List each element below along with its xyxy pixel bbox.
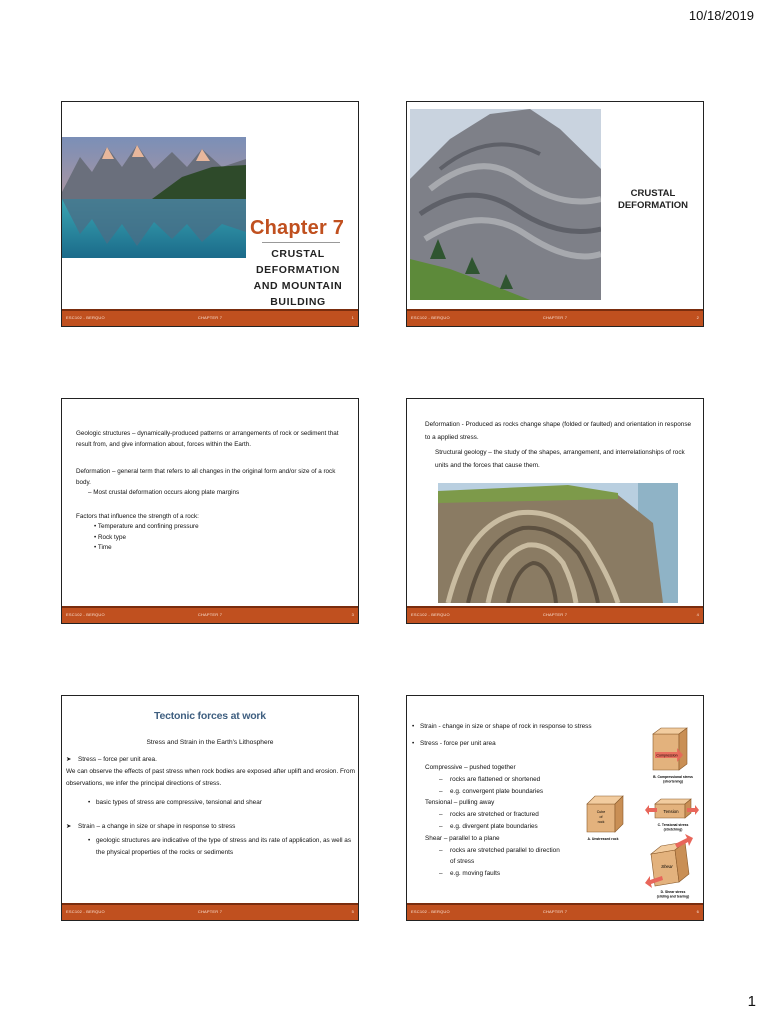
title-underline [262, 242, 340, 243]
slide-footer: ESC102 - BERQUO CHAPTER 7 3 [62, 606, 358, 623]
print-date: 10/18/2019 [688, 8, 754, 23]
folded-strata-cliff-photo [438, 483, 678, 603]
structural-geology-definition: Structural geology – the study of the shapes, arrangement, and interrelationships of rock units and the forces that cause them. [435, 449, 685, 469]
slide-5-body: ➤ Stress – force per unit area. We can observe the effects of past stress when rock bodies are exposed after uplift and erosion. From observations, we infer the principal directions of stress. • basic types of stress are compressive, tensional and shear ➤ Strain – a change in size or shape in response to stress • geologic structures are indicative of the type of stress and its rate of application, as well as the physical properties of the rocks or sediments [66, 754, 356, 859]
svg-text:rock: rock [597, 820, 605, 824]
shear-cube [645, 834, 693, 899]
svg-text:C. Tensional stress: C. Tensional stress [657, 823, 689, 827]
svg-text:(sliding and tearing): (sliding and tearing) [656, 894, 690, 899]
slide-5-subtitle: Stress and Strain in the Earth's Lithosphere [146, 739, 274, 746]
slide-2 [406, 101, 704, 327]
svg-text:(shortening): (shortening) [663, 779, 683, 784]
svg-text:D. Shear stress: D. Shear stress [660, 890, 686, 894]
slide-footer: ESC102 - BERQUO CHAPTER 7 1 [62, 309, 358, 326]
slide-6 [406, 695, 704, 921]
slide-6-top-list: • Strain - change in size or shape of rock in response to stress • Stress - force per unit area [411, 718, 701, 752]
svg-text:Shear: Shear [661, 864, 673, 869]
svg-text:Cube: Cube [596, 810, 606, 814]
compression-cube [653, 728, 693, 784]
lake-mountain-photo [62, 137, 246, 258]
arrow-bullet-icon: ➤ [66, 822, 72, 830]
slide-2-title: CRUSTAL DEFORMATION [617, 188, 688, 211]
slide-1 [61, 101, 359, 327]
slide-3 [61, 398, 359, 624]
tension-cube [645, 799, 699, 832]
svg-text:A. Unstressed rock: A. Unstressed rock [587, 837, 619, 841]
deformation-definition: Deformation - Produced as rocks change shape (folded or faulted) and orientation in response to a applied stress. [425, 421, 692, 441]
svg-text:B. Compressional stress: B. Compressional stress [653, 775, 693, 779]
svg-text:Tension: Tension [663, 809, 679, 814]
folded-rock-cliff-photo [410, 109, 601, 300]
slide-1-subtitle: CRUSTAL DEFORMATION AND MOUNTAIN BUILDING [253, 248, 343, 308]
slide-4 [406, 398, 704, 624]
slide-footer: ESC102 - BERQUO CHAPTER 7 5 [62, 903, 358, 920]
stress-types-diagram [575, 722, 704, 904]
arrow-bullet-icon: ➤ [66, 756, 72, 763]
svg-text:of: of [599, 815, 603, 819]
slide-3-body: Geologic structures – dynamically-produced patterns or arrangements of rock or sediment that result from, and give information about, forces within the Earth. Deformation – general term that refers to all changes in the original form and/or size of a rock body. – Most crustal deformation occurs along plate margins Factors that influence the strength of a rock: • Temperature and confining pressure • Rock type • Time [76, 430, 339, 551]
slide-5-title: Tectonic forces at work [154, 710, 266, 722]
svg-text:Compression: Compression [656, 753, 678, 758]
unstressed-cube [587, 796, 623, 841]
svg-text:(stretching): (stretching) [663, 827, 683, 832]
stress-types-list: Compressive – pushed together – rocks are flattened or shortened – e.g. convergent plate boundaries Tensional – pulling away – rocks are stretched or fractured – e.g. divergent plate boundaries Shear – parallel to a plane – rocks are stretched parallel to direction of stress – e.g. moving faults [425, 762, 595, 880]
slide-1-title: Chapter 7 [250, 217, 345, 239]
slide-footer: ESC102 - BERQUO CHAPTER 7 4 [407, 606, 703, 623]
slide-footer: ESC102 - BERQUO CHAPTER 7 6 [407, 903, 703, 920]
slide-5 [61, 695, 359, 921]
page-number: 1 [747, 993, 756, 1010]
slide-footer: ESC102 - BERQUO CHAPTER 7 2 [407, 309, 703, 326]
